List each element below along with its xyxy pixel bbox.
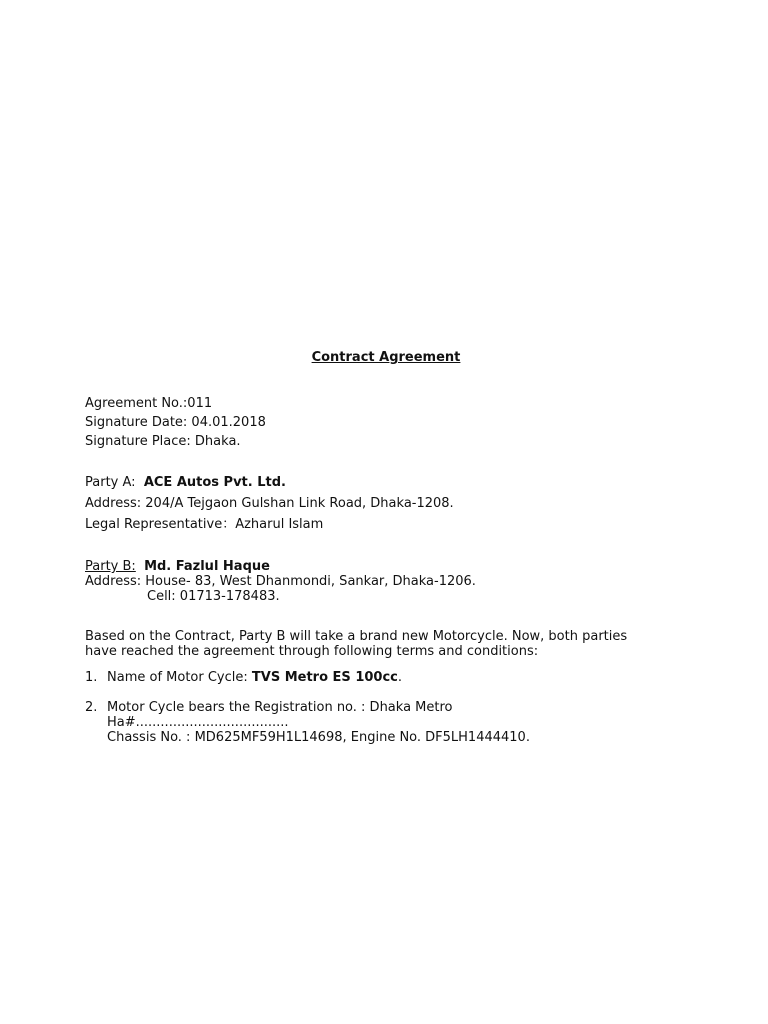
- party-a-line: [85, 475, 286, 491]
- party-b-line: [85, 559, 270, 575]
- signature-date: Signature Date: 04.01.2018: [85, 415, 266, 430]
- party-a-label: Party A:: [85, 475, 136, 490]
- term-1-number: 1.: [85, 670, 98, 685]
- term-2-line-2: Ha#.....................................: [107, 715, 289, 730]
- intro-line-2: have reached the agreement through following terms and conditions:: [85, 644, 539, 659]
- party-b-address: Address: House- 83, West Dhanmondi, Sankar, Dhaka-1206.: [85, 574, 476, 589]
- party-b-name: Md. Fazlul Haque: [144, 559, 270, 574]
- term-2-line-1: Motor Cycle bears the Registration no. : Dhaka Metro: [107, 700, 453, 715]
- party-b-label: Party B:: [85, 559, 136, 574]
- term-2-line-3: Chassis No. : MD625MF59H1L14698, Engine No. DF5LH1444410.: [107, 730, 530, 745]
- agreement-number: Agreement No.:011: [85, 396, 213, 411]
- term-2: [85, 700, 453, 716]
- party-a-name: ACE Autos Pvt. Ltd.: [143, 475, 286, 490]
- party-a-address: Address: 204/A Tejgaon Gulshan Link Road, Dhaka-1208.: [85, 496, 454, 511]
- signature-place: Signature Place: Dhaka.: [85, 434, 241, 449]
- intro-line-1: Based on the Contract, Party B will take a brand new Motorcycle. Now, both parties: [85, 629, 628, 644]
- term-1-text: Name of Motor Cycle:: [107, 670, 252, 685]
- party-b-cell: Cell: 01713-178483.: [147, 589, 280, 604]
- term-1-motorcycle-name: TVS Metro ES 100cc: [251, 670, 398, 685]
- term-2-number: 2.: [85, 700, 98, 715]
- term-1: [85, 670, 402, 686]
- document-title: Contract Agreement: [311, 350, 461, 365]
- term-1-suffix: .: [397, 670, 403, 685]
- party-a-legal-representative: Legal Representative：Azharul Islam: [85, 517, 324, 532]
